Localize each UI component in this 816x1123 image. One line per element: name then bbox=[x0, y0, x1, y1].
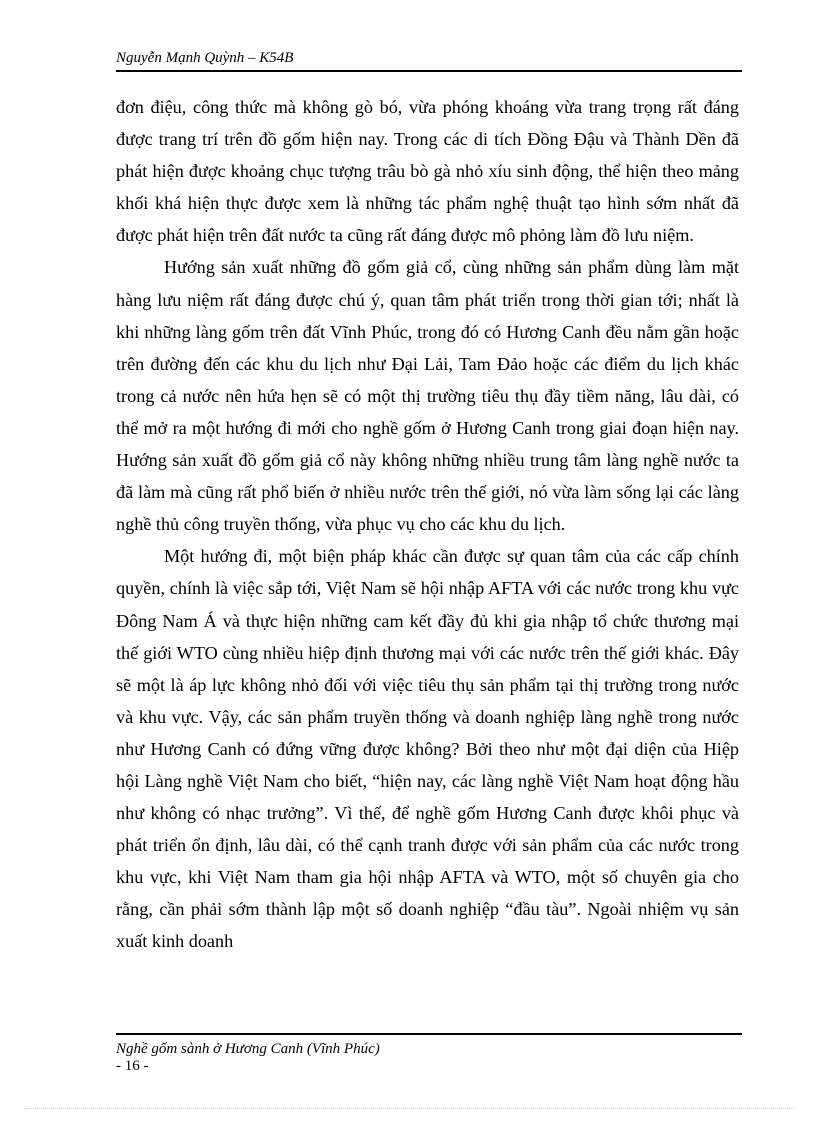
paragraph-2: Hướng sản xuất những đồ gốm giả cổ, cùng những sản phẩm dùng làm mặt hàng lưu niệm rất đáng được chú ý, quan tâm phát triển trong thời gian tới; nhất là khi những làng gốm trên đất Vĩnh Phúc, trong đó có Hương Canh đều nằm gần hoặc trên đường đến các khu du lịch như Đại Lải, Tam Đảo hoặc các điểm du lịch khác trong cả nước nên hứa hẹn sẽ có một thị trường tiêu thụ đầy tiềm năng, lâu dài, có thể mở ra một hướng đi mới cho nghề gốm ở Hương Canh trong giai đoạn hiện nay. Hướng sản xuất đồ gốm giả cổ này không những nhiều trung tâm làng nghề nước ta đã làm mà cũng rất phổ biến ở nhiều nước trên thế giới, nó vừa làm sống lại các làng nghề thủ công truyền thống, vừa phục vụ cho các khu du lịch. bbox=[116, 257, 739, 535]
body-text bbox=[116, 91, 739, 958]
paragraph-3: Một hướng đi, một biện pháp khác cần được sự quan tâm của các cấp chính quyền, chính là việc sắp tới, Việt Nam sẽ hội nhập AFTA với các nước trong khu vực Đông Nam Á và thực hiện những cam kết đầy đủ khi gia nhập tổ chức thương mại thế giới WTO cùng nhiều hiệp định thương mại với các nước trên thế giới khác. Đây sẽ một là áp lực không nhỏ đối với việc tiêu thụ sản phẩm tại thị trường trong nước và khu vực. Vậy, các sản phẩm truyền thống và doanh nghiệp làng nghề trong nước như Hương Canh có đứng vững được không? Bởi theo như một đại diện của Hiệp hội Làng nghề Việt Nam cho biết, “hiện nay, các làng nghề Việt Nam hoạt động hầu như không có nhạc trưởng”. Vì thế, để nghề gốm Hương Canh được khôi phục và phát triển ổn định, lâu dài, có thể cạnh tranh được với sản phẩm của các nước trong khu vực, khi Việt Nam tham gia hội nhập AFTA và WTO, một số chuyên gia cho rằng, cần phải sớm thành lập một số doanh nghiệp “đầu tàu”. Ngoài nhiệm vụ sản xuất kinh doanh bbox=[116, 546, 739, 952]
footer-title: Nghề gốm sành ở Hương Canh (Vĩnh Phúc) bbox=[116, 1041, 380, 1057]
header-author: Nguyễn Mạnh Quỳnh – K54B bbox=[116, 50, 294, 66]
page-bottom-divider bbox=[24, 1108, 794, 1109]
paragraph-1: đơn điệu, công thức mà không gò bó, vừa phóng khoáng vừa trang trọng rất đáng được trang trí trên đồ gốm hiện nay. Trong các di tích Đồng Đậu và Thành Dền đã phát hiện được khoảng chục tượng trâu bò gà nhỏ xíu sinh động, thể hiện theo mảng khối khá hiện thực được xem là những tác phẩm nghệ thuật tạo hình sớm nhất đã được phát hiện trên đất nước ta cũng rất đáng được mô phỏng làm đồ lưu niệm. bbox=[116, 97, 739, 246]
page-number: - 16 - bbox=[116, 1058, 149, 1074]
footer-divider bbox=[116, 1033, 742, 1035]
page-header bbox=[116, 48, 742, 72]
